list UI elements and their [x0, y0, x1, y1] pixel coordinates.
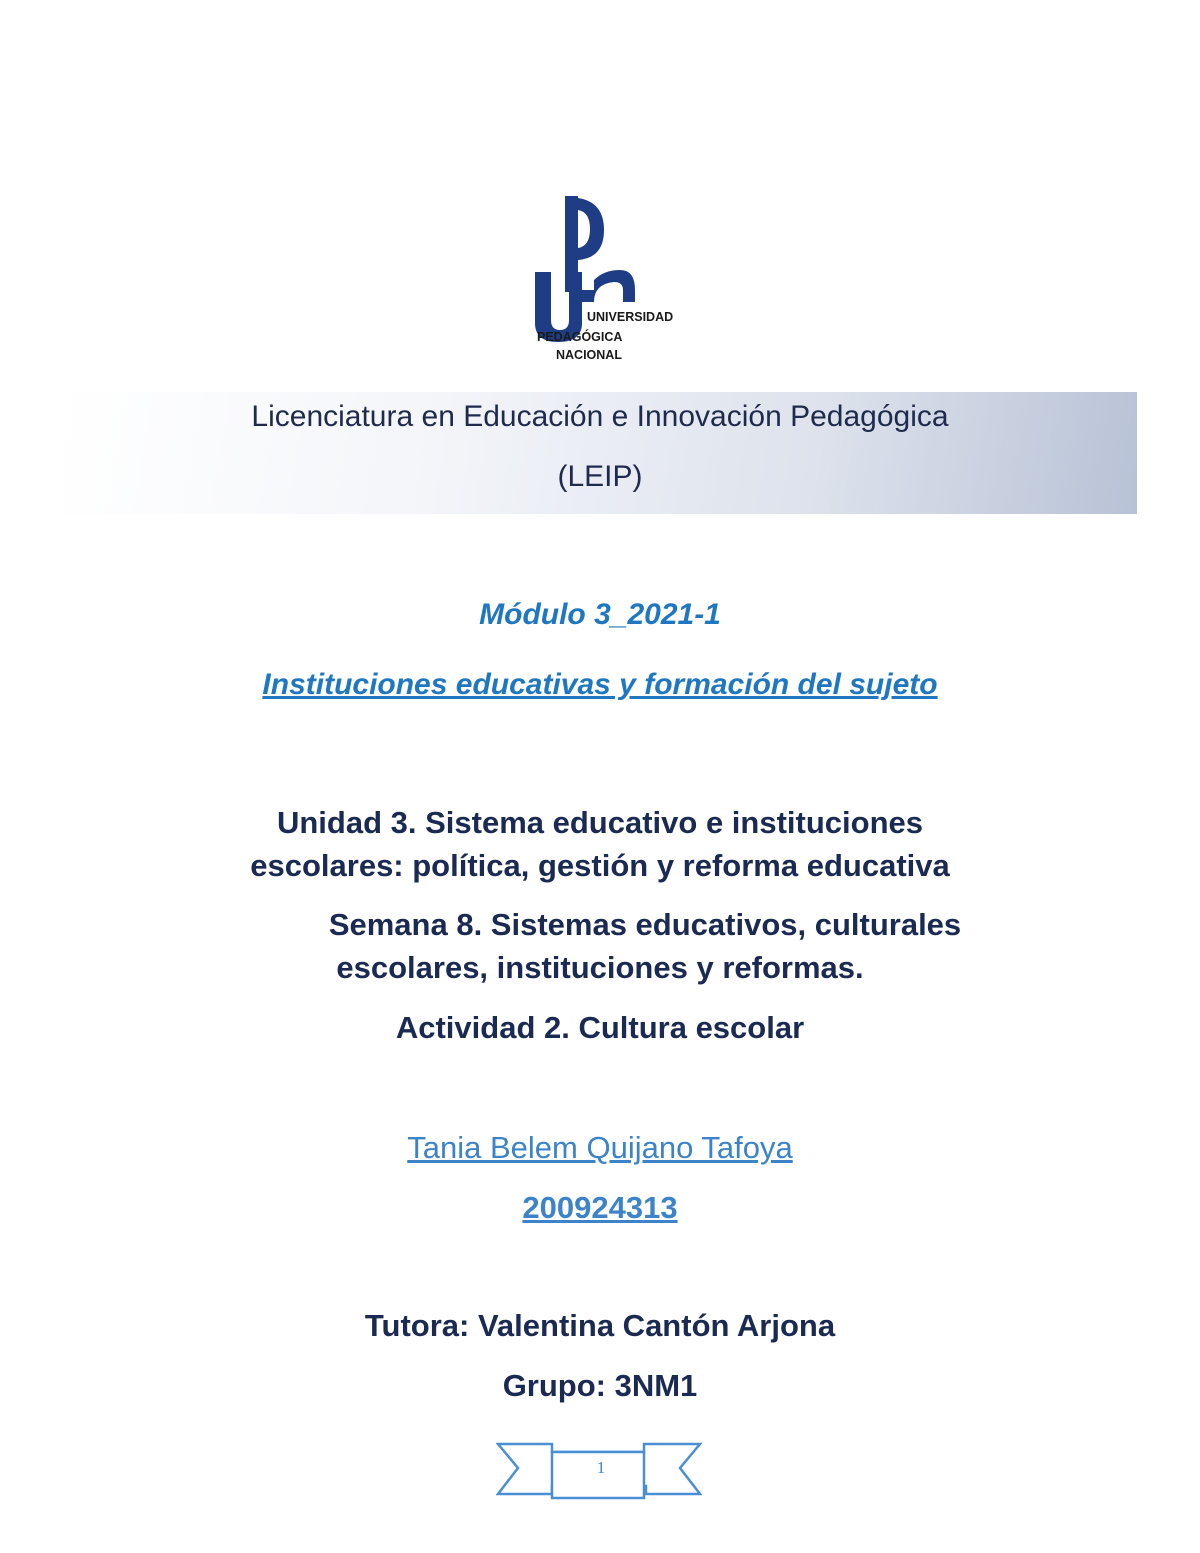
degree-title: Licenciatura en Educación e Innovación Pedagógica: [251, 400, 949, 433]
week-title-line2: escolares, instituciones y reformas.: [336, 950, 864, 985]
tutor-name: Tutora: Valentina Cantón Arjona: [364, 1308, 836, 1343]
logo-text-universidad: UNIVERSIDAD: [587, 310, 674, 324]
student-id: 200924313: [522, 1190, 678, 1225]
degree-banner: [63, 392, 1137, 514]
group-label: Grupo: 3NM1: [502, 1368, 698, 1403]
unit-title-line1: Unidad 3. Sistema educativo e instituciones: [276, 805, 923, 840]
unit-title-line2: escolares: política, gestión y reforma educativa: [250, 848, 950, 883]
module-label: Módulo 3_2021-1: [479, 598, 721, 631]
logo-text-nacional: NACIONAL: [556, 348, 622, 362]
logo-text-pedagogica: PEDAGÓGICA: [537, 330, 623, 344]
course-title: Instituciones educativas y formación del sujeto: [262, 668, 938, 701]
activity-title: Actividad 2. Cultura escolar: [395, 1010, 805, 1045]
page-number: 1: [596, 1458, 606, 1477]
upn-logo: [520, 190, 710, 370]
student-name: Tania Belem Quijano Tafoya: [407, 1130, 793, 1165]
week-title-line1: Semana 8. Sistemas educativos, culturales: [328, 907, 962, 942]
degree-acronym: (LEIP): [557, 460, 643, 493]
